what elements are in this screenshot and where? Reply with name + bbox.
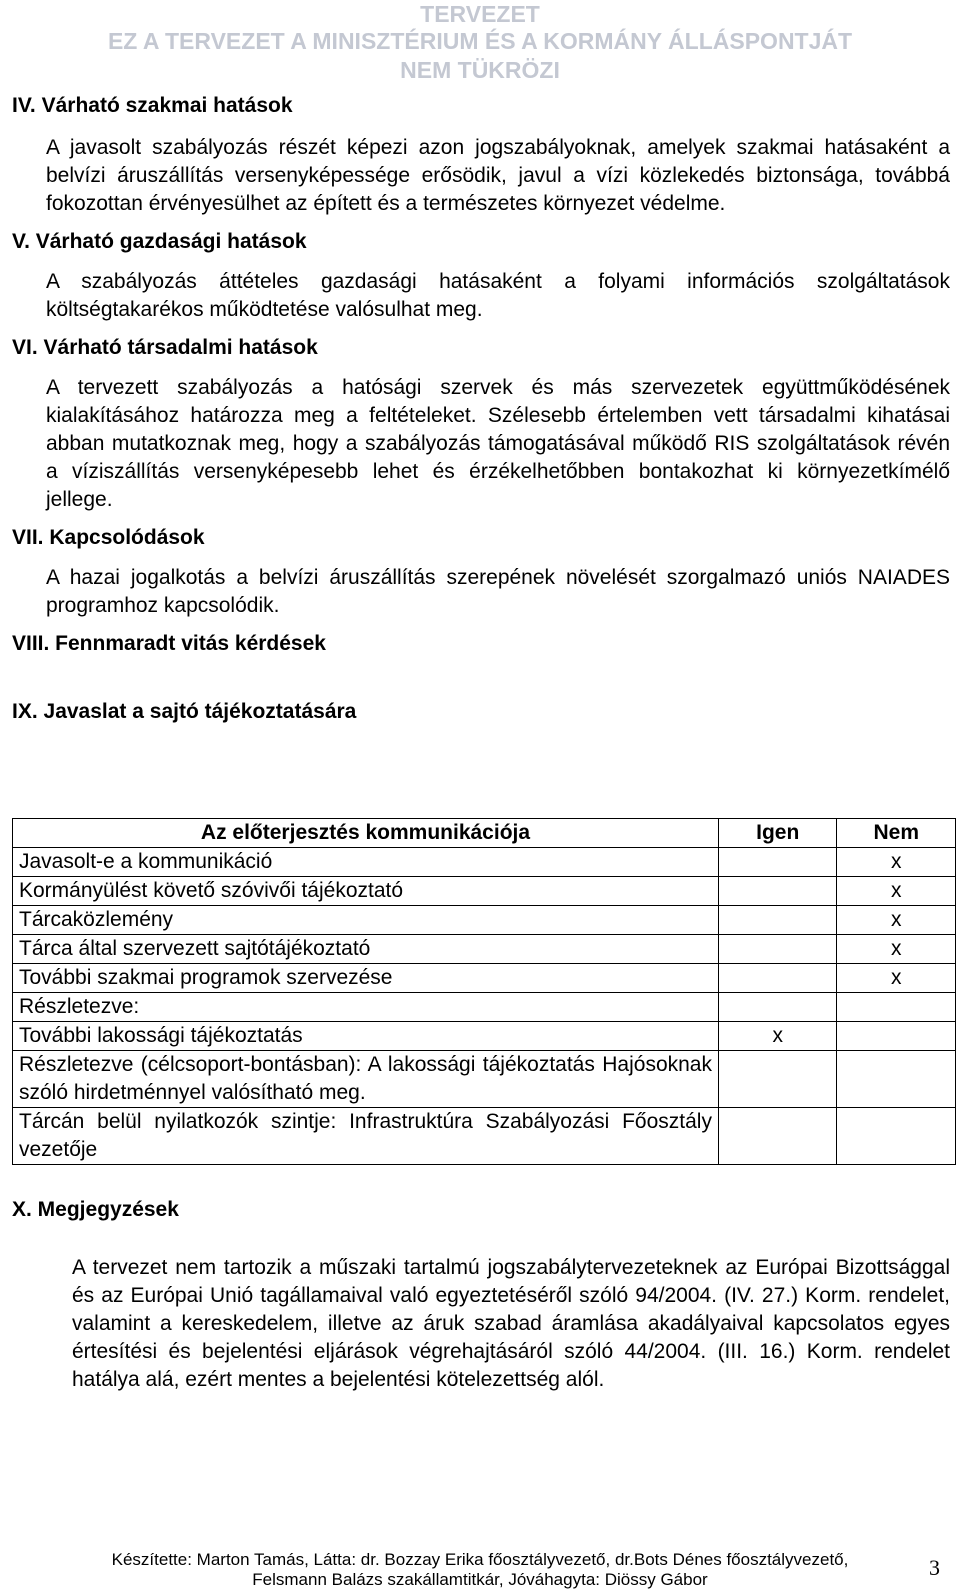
table-cell [837, 1108, 956, 1165]
table-cell: Részletezve: [13, 993, 719, 1022]
section-heading: IX. Javaslat a sajtó tájékoztatására [12, 700, 357, 723]
section-x [12, 1196, 950, 1394]
table-header-cell: Igen [718, 819, 837, 848]
section-ix [12, 698, 950, 726]
table-cell [718, 1051, 837, 1108]
section-v [12, 228, 950, 324]
table-row [13, 993, 956, 1022]
watermark-line-1: TERVEZET [420, 1, 540, 27]
section-vii [12, 524, 950, 620]
table-cell: x [837, 935, 956, 964]
section-vi [12, 334, 950, 514]
table-row [13, 964, 956, 993]
table-cell: Tárcaközlemény [13, 906, 719, 935]
table-row [13, 935, 956, 964]
table-cell [718, 964, 837, 993]
table-cell: x [837, 964, 956, 993]
section-heading: VII. Kapcsolódások [12, 526, 205, 549]
table-cell: Részletezve (célcsoport-bontásban): A lakossági tájékoztatás Hajósoknak szóló hirdetménnyel valósítható meg. [13, 1051, 719, 1108]
table-cell: További lakossági tájékoztatás [13, 1022, 719, 1051]
page-number: 3 [929, 1555, 940, 1580]
table-row [13, 848, 956, 877]
table-cell [837, 1022, 956, 1051]
table-header-cell: Az előterjesztés kommunikációja [13, 819, 719, 848]
table-cell [718, 877, 837, 906]
table-row [13, 1051, 956, 1108]
section-text: A szabályozás áttételes gazdasági hatásaként a folyami információs szolgáltatások költségtakarékos működtetése valósulhat meg. [46, 270, 950, 321]
document-body [12, 92, 950, 726]
communication-table [12, 818, 956, 1165]
table-cell [837, 993, 956, 1022]
section-heading: V. Várható gazdasági hatások [12, 230, 307, 253]
section-iv [12, 92, 950, 218]
table-cell [718, 935, 837, 964]
section-text: A tervezett szabályozás a hatósági szervek és más szervezetek együttműködésének kialakításához határozza meg a feltételeket. Szélesebb értelemben vett társadalmi kihatásai abban mutatkoznak meg, hogy a szabályozás támogatásával működő RIS szolgáltatások révén a víziszállítás versenyképesebb lehet és érzékelhetőbben bontakozhat ki környezetkímélő jellege. [46, 376, 950, 511]
table-row [13, 1022, 956, 1051]
section-text: A javasolt szabályozás részét képezi azon jogszabályoknak, amelyek szakmai hatásaként a belvízi áruszállítás versenyképessége erősödik, javul a vízi közlekedés biztonsága, továbbá fokozottan érvényesülhet az épített és a természetes környezet védelme. [46, 136, 950, 215]
footer-line-1: Készítette: Marton Tamás, Látta: dr. Bozzay Erika főosztályvezető, dr.Bots Dénes főosztályvezető, [111, 1550, 849, 1569]
table-cell: Kormányülést követő szóvivői tájékoztató [13, 877, 719, 906]
table-cell: x [837, 848, 956, 877]
section-heading: X. Megjegyzések [12, 1198, 179, 1221]
table-cell: x [837, 877, 956, 906]
section-heading: VI. Várható társadalmi hatások [12, 336, 318, 359]
table-header-cell: Nem [837, 819, 956, 848]
table-cell: Javasolt-e a kommunikáció [13, 848, 719, 877]
watermark-line-3: NEM TÜKRÖZI [400, 57, 560, 83]
section-heading: IV. Várható szakmai hatások [12, 94, 293, 117]
table-cell [718, 993, 837, 1022]
table-cell [718, 1108, 837, 1165]
section-text: A hazai jogalkotás a belvízi áruszállítás szerepének növelését szorgalmazó uniós NAIADES programhoz kapcsolódik. [46, 566, 950, 617]
table-cell [718, 906, 837, 935]
footer [0, 1550, 960, 1590]
table-cell: Tárca által szervezett sajtótájékoztató [13, 935, 719, 964]
table-cell: x [837, 906, 956, 935]
table-header-row [13, 819, 956, 848]
table-cell: Tárcán belül nyilatkozók szintje: Infrastruktúra Szabályozási Főosztály vezetője [13, 1108, 719, 1165]
footer-line-2: Felsmann Balázs szakállamtitkár, Jóváhagyta: Diössy Gábor [252, 1570, 708, 1589]
table-row [13, 877, 956, 906]
section-text: A tervezet nem tartozik a műszaki tartalmú jogszabálytervezeteknek az Európai Bizottsággal és az Európai Unió tagállamaival való egyeztetéséről szóló 94/2004. (IV. 27.) Korm. rendelet, valamint a kereskedelem, illetve az áruk szabad áramlása akadályaival kapcsolatos egyes értesítési és bejelentési eljárások végrehajtásáról szóló 44/2004. (III. 16.) Korm. rendelet hatálya alá, ezért mentes a bejelentési kötelezettség alól. [72, 1256, 950, 1391]
section-viii [12, 630, 950, 658]
table-row [13, 906, 956, 935]
table-cell [718, 848, 837, 877]
table-cell [837, 1051, 956, 1108]
table-cell: x [718, 1022, 837, 1051]
table-cell: További szakmai programok szervezése [13, 964, 719, 993]
table-row [13, 1108, 956, 1165]
watermark-line-2: EZ A TERVEZET A MINISZTÉRIUM ÉS A KORMÁNY ÁLLÁSPONTJÁT [107, 28, 853, 54]
section-heading: VIII. Fennmaradt vitás kérdések [12, 632, 326, 655]
